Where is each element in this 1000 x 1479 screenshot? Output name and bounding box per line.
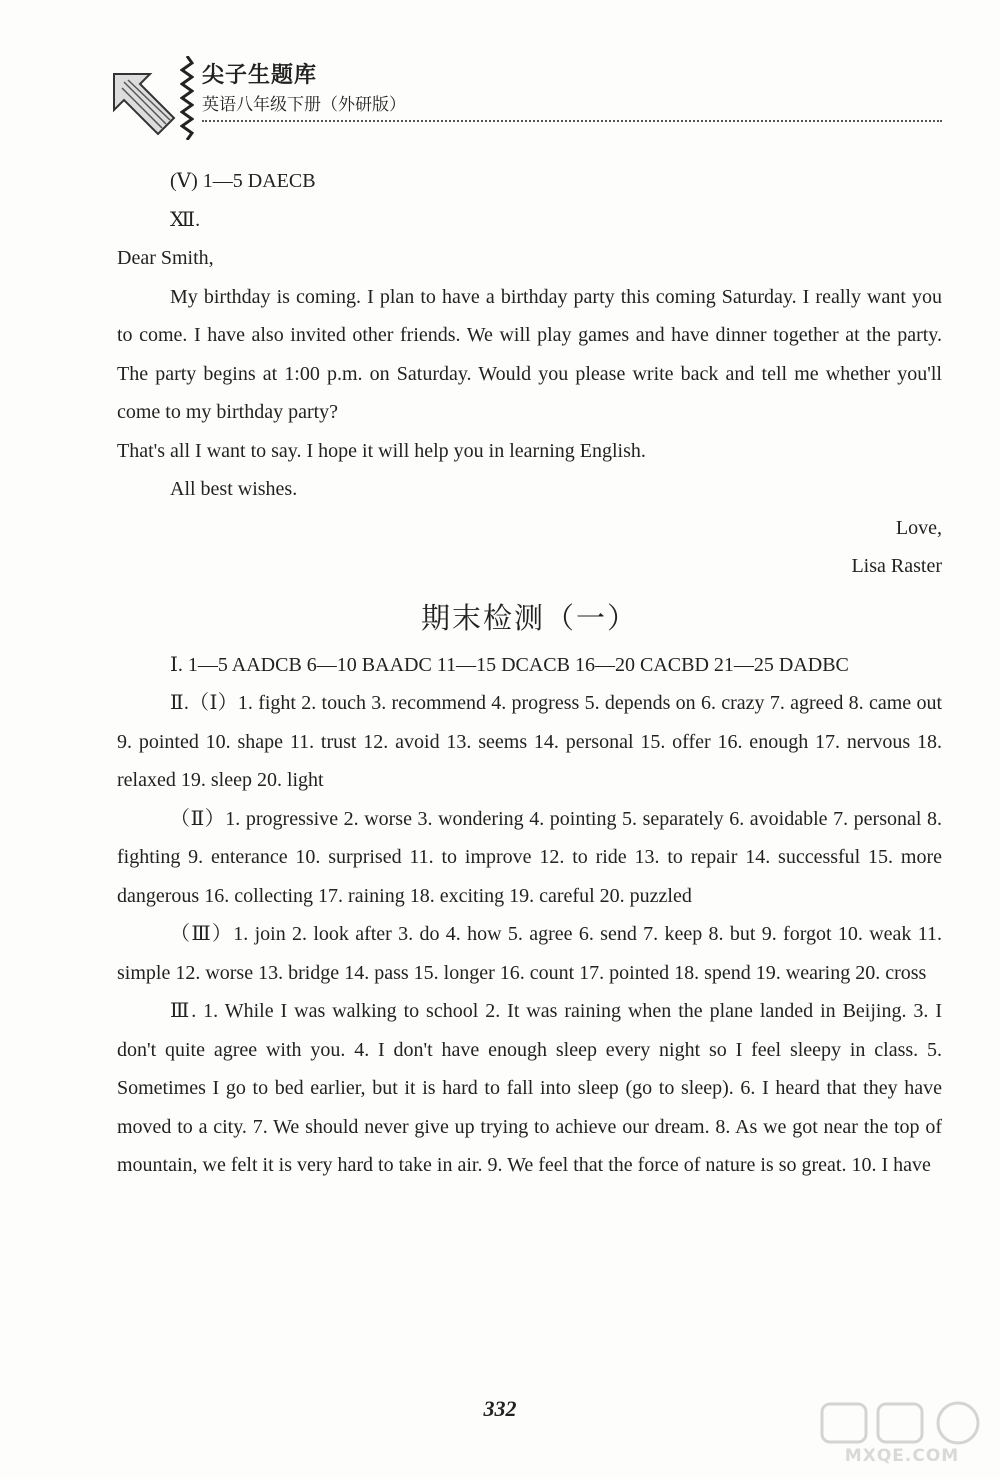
exam-part-3: Ⅲ. 1. While I was walking to school 2. It was raining when the plane landed in Beijing. 3. I don't quite agree with you. 4. I don't have enough sleep every night so I feel sleepy in class. 5. Sometimes I go to bed earlier, but it is hard to fall into sleep (go to sleep). 6. I heard that they have moved to a city. 7. We should never give up trying to achieve our dream. 8. As we got near the top of mountain, we felt it is very hard to take in air. 9. We feel that the force of nature is so great. 10. I have (117, 1000, 942, 1176)
exam-part-2-section-2: （Ⅱ）1. progressive 2. worse 3. wondering 4. pointing 5. separately 6. avoidable 7. personal 8. fighting 9. enterance 10. surprised 11. to improve 12. to ride 13. to repair 14. successful 15. more dangerous 16. collecting 17. raining 18. exciting 19. careful 20. puzzled (117, 807, 942, 907)
answer-v: (Ⅴ) 1—5 DAECB (170, 170, 316, 192)
letter-body: My birthday is coming. I plan to have a birthday party this coming Saturday. I really want you to come. I have also invited other friends. We will play games and have dinner together at the party. The party begins at 1:00 p.m. on Saturday. Would you please write back and tell me whether you'll come to my birthday party? (117, 285, 942, 423)
answer-xii-label: Ⅻ. (170, 208, 201, 231)
exam-title: 期末检测（一） (420, 600, 638, 635)
exam-part-1: Ⅰ. 1—5 AADCB 6—10 BAADC 11—15 DCACB 16—20 CACBD 21—25 DADBC (170, 653, 849, 676)
brand-title: 尖子生题库 (202, 63, 318, 88)
watermark-logo (812, 1398, 992, 1468)
header-dotted-rule (202, 120, 942, 122)
page-number: 332 (483, 1396, 517, 1421)
exam-part-2-section-3: （Ⅲ）1. join 2. look after 3. do 4. how 5. agree 6. send 7. keep 8. but 9. forgot 10. weak 11. simple 12. worse 13. bridge 14. pass 15. longer 16. count 17. pointed 18. spend 19. wearing 20. cross (117, 923, 942, 984)
page-header (110, 52, 950, 152)
letter-signature: Lisa Raster (851, 555, 942, 577)
watermark-text: MXQE.COM (844, 1446, 960, 1466)
letter-closing: Love, (895, 516, 942, 539)
arrow-icon (110, 70, 178, 138)
exam-part-2-section-1: Ⅱ.（Ⅰ）1. fight 2. touch 3. recommend 4. progress 5. depends on 6. crazy 7. agreed 8. came out 9. pointed 10. shape 11. trust 12. avoid 13. seems 14. personal 15. offer 16. enough 17. nervous 18. relaxed 19. sleep 20. light (117, 692, 942, 791)
page-content (117, 162, 942, 1185)
book-subtitle: 英语八年级下册（外研版） (202, 95, 406, 115)
watermark-icon (812, 1398, 992, 1448)
letter-wishes: All best wishes. (170, 478, 298, 500)
letter-end: That's all I want to say. I hope it will help you in learning English. (117, 439, 646, 462)
zigzag-divider (180, 56, 194, 140)
letter-salutation: Dear Smith, (117, 247, 214, 269)
